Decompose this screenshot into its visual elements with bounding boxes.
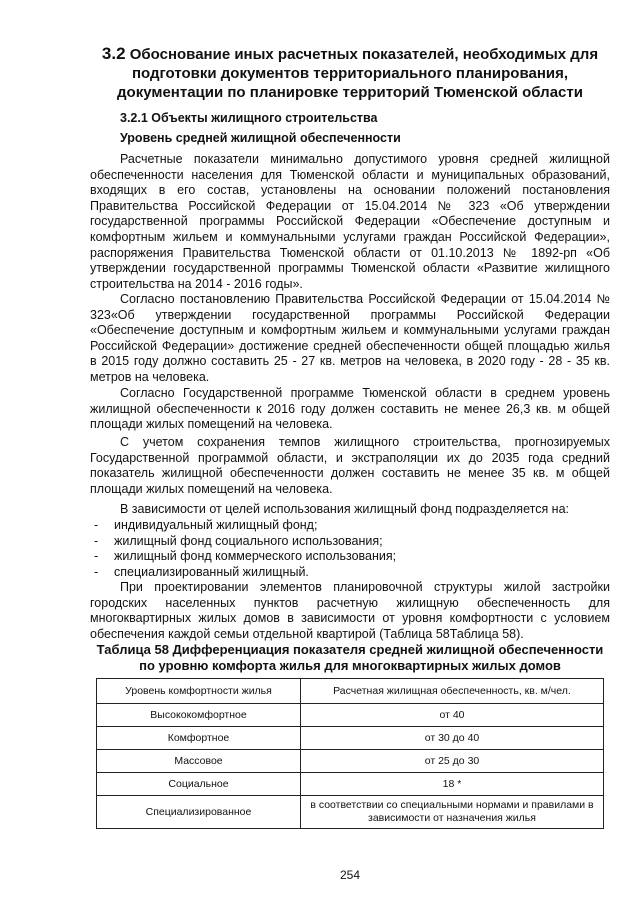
paragraph: При проектировании элементов планировочной структуры жилой застройки городских населенных пунктов расчетную жилищную обеспеченность для многоквартирных жилых домов в зависимости от уровня комфортности с условием обеспечения каждой семьи отдельной квартирой (Таблица 58Таблица 58).	[90, 580, 610, 641]
list-item: - жилищный фонд социального использования;	[94, 533, 383, 548]
table-cell: Социальное	[97, 773, 301, 796]
table-cell: от 30 до 40	[301, 727, 604, 750]
table-row	[97, 773, 604, 796]
table-header: Расчетная жилищная обеспеченность, кв. м/чел.	[301, 679, 604, 704]
section-title: Обоснование иных расчетных показателей, необходимых для подготовки документов территориального планирования, документации по планировке территорий Тюменской области	[117, 46, 599, 101]
table-cell: Массовое	[97, 750, 301, 773]
section-number: 3.2	[101, 44, 126, 63]
paragraph: Расчетные показатели минимально допустимого уровня средней жилищной обеспеченности населения для Тюменской области и муниципальных образований, входящих в его состав, установлены на основании положений постановления Правительства Российской Федерации от 15.04.2014 № 323 «Об утверждении государственной программы Российской Федерации «Обеспечение доступным и комфортным жильем и коммунальными услугами граждан Российской Федерации», распоряжения Правительства Тюменской области от 01.10.2013 № 1892-рп «Об утверждении государственной программы Тюменской области «Развитие жилищного строительства на 2014 - 2016 годы».	[90, 152, 610, 291]
table-cell: от 25 до 30	[301, 750, 604, 773]
paragraph: Согласно Государственной программе Тюменской области в среднем уровень жилищной обеспеченности к 2016 году должен составить не менее 26,3 кв. м общей площади жилых помещений на человека.	[90, 386, 610, 432]
table-row	[97, 796, 604, 829]
table-header-row	[97, 679, 604, 704]
table-cell: 18 *	[301, 773, 604, 796]
table-row	[97, 750, 604, 773]
list-item: - индивидуальный жилищный фонд;	[94, 518, 318, 532]
housing-fund-list	[90, 518, 610, 580]
subsection-title: Объекты жилищного строительства	[151, 111, 378, 125]
table-cell: от 40	[301, 704, 604, 727]
table-row	[97, 704, 604, 727]
page-number: 254	[339, 868, 361, 882]
table-row	[97, 727, 604, 750]
subsection-heading	[120, 111, 378, 126]
comfort-table	[96, 678, 604, 829]
subheading: Уровень средней жилищной обеспеченности	[120, 131, 401, 145]
table-cell: Специализированное	[97, 796, 301, 829]
table-header: Уровень комфортности жилья	[97, 679, 301, 704]
paragraph: С учетом сохранения темпов жилищного строительства, прогнозируемых Государственной программой области, и экстраполяции их до 2035 года средний показатель жилищной обеспеченности должен составить не менее 35 кв. м общей площади жилых помещений на человека.	[90, 435, 610, 496]
table-cell: Комфортное	[97, 727, 301, 750]
table-cell: Высококомфортное	[97, 704, 301, 727]
paragraph: В зависимости от целей использования жилищный фонд подразделяется на:	[120, 502, 570, 516]
section-heading	[90, 44, 610, 102]
list-item: - жилищный фонд коммерческого использования;	[94, 549, 397, 564]
subsection-number: 3.2.1	[120, 111, 148, 125]
paragraph: Согласно постановлению Правительства Российской Федерации от 15.04.2014 № 323«Об утверждении государственной программы Российской Федерации «Обеспечение доступным и комфортным жильем и коммунальными услугами граждан Российской Федерации» достижение средней обеспеченности общей площадью жилья в 2015 году должно составить 25 - 27 кв. метров на человека, в 2020 году - 28 - 35 кв. метров на человека.	[90, 292, 610, 384]
table-title: Таблица 58 Дифференциация показателя средней жилищной обеспеченности по уровню комфорта жилья для многоквартирных жилых домов	[96, 642, 604, 673]
list-item: - специализированный жилищный.	[94, 564, 309, 579]
table-cell: в соответствии со специальными нормами и правилами в зависимости от назначения жилья	[301, 796, 604, 829]
